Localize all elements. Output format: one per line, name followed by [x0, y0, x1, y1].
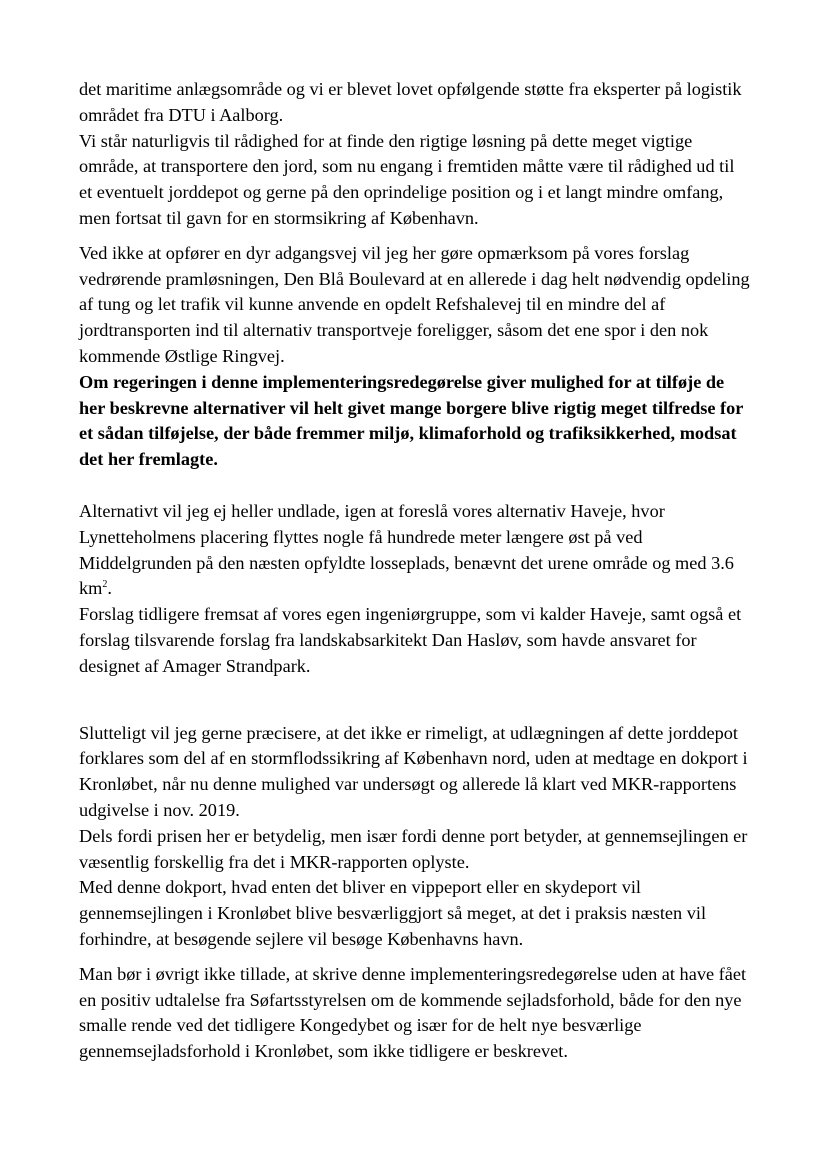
paragraph-availability: Vi står naturligvis til rådighed for at finde den rigtige løsning på dette meget vigtige område, at transportere den jord, som nu engang i fremtiden måtte være til rådighed ud til et eventuelt jorddepot og gerne på den oprindelige position og i et langt mindre omfang, men fortsat til gavn for en stormsikring af København. [79, 130, 735, 228]
paragraph-bold-request: Om regeringen i denne implementeringsredegørelse giver mulighed for at tilføje de her beskrevne alternativer vil helt givet mange borgere blive rigtig meget tilfredse for et sådan tilføjelse, der både fremmer miljø, klimaforhold og trafiksikkerhed, modsat det her fremlagte. [79, 371, 744, 470]
paragraph-barge-solution: Ved ikke at opfører en dyr adgangsvej vil jeg her gøre opmærksom på vores forslag vedrørende pramløsningen, Den Blå Boulevard at en allerede i dag helt nødvendig opdeling af tung og let trafik vil kunne anvende en opdelt Refshalevej til en mindre del af jordtransporten ind til alternativ transportveje foreligger, såsom det ene spor i den nok kommende Østlige Ringvej. [79, 242, 750, 366]
paragraph-storm-surge: Slutteligt vil jeg gerne præcisere, at det ikke er rimeligt, at udlægningen af dette jorddepot forklares som del af en stormflodssikring af København nord, uden at medtage en dokport i Kronløbet, når nu denne mulighed var undersøgt og allerede lå klart ved MKR-rapportens udgivelse i nov. 2019. [79, 722, 748, 820]
paragraph-engineering-group: Forslag tidligere fremsat af vores egen ingeniørgruppe, som vi kalder Haveje, samt også et forslag tilsvarende forslag fra landskabsarkitekt Dan Hasløv, som havde ansvaret for designet af Amager Strandpark. [79, 604, 742, 676]
paragraph-price-port: Dels fordi prisen her er betydelig, men især fordi denne port betyder, at gennemsejlingen er væsentlig forskellig fra det i MKR-rapporten oplyste. [79, 825, 748, 872]
paragraph-maritime-authority: Man bør i øvrigt ikke tillade, at skrive denne implementeringsredegørelse uden at have fået en positiv udtalelse fra Søfartsstyrelsen om de kommende sejladsforhold, både for den nye smalle rende ved det tidligere Kongedybet og især for de helt nye besværlige gennemsejladsforhold i Kronløbet, som ikke tidligere er beskrevet. [79, 963, 747, 1062]
paragraph-dock-port: Med denne dokport, hvad enten det bliver en vippeport eller en skydeport vil gennemsejlingen i Kronløbet blive besværliggjort så meget, at det i praksis næsten vil forhindre, at besøgende sejlere vil besøge Københavns havn. [79, 877, 707, 949]
document-body [79, 77, 751, 1065]
superscript-squared: 2 [102, 579, 108, 591]
paragraph-haveje-alternative [79, 499, 751, 602]
haveje-text: Alternativt vil jeg ej heller undlade, igen at foreslå vores alternativ Haveje, hvor Lynetteholmens placering flyttes nogle få hundrede meter længere øst på ved Middelgrunden på den næsten opfyldte losseplads, benævnt det urene område og med 3.6 km [79, 500, 734, 599]
haveje-text-end: . [107, 578, 112, 599]
paragraph-dtu-support: det maritime anlægsområde og vi er blevet lovet opfølgende støtte fra eksperter på logistik området fra DTU i Aalborg. [79, 79, 742, 125]
